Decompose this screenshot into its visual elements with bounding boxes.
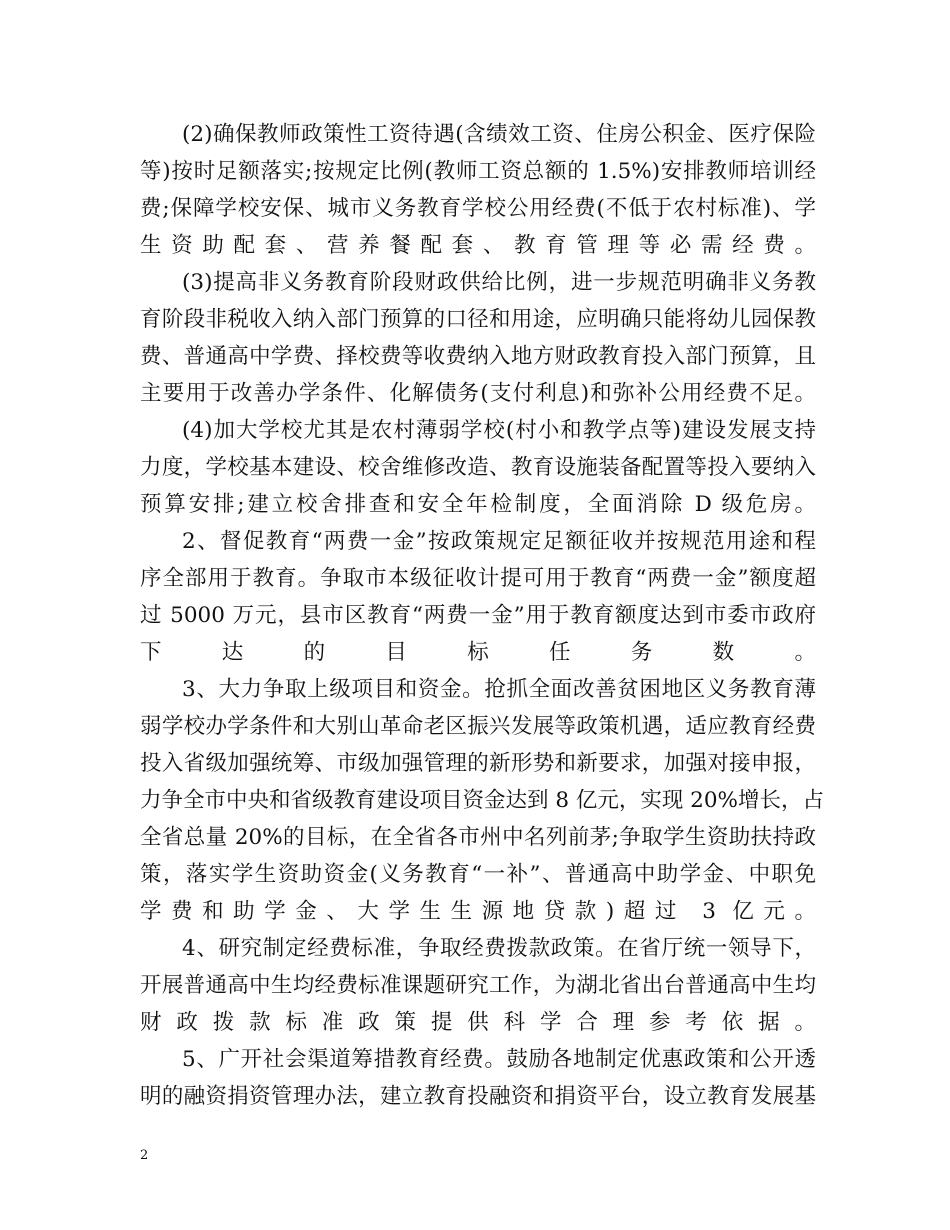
text-line: 生资助配套、营养餐配套、教育管理等必需经费。	[140, 233, 816, 258]
text-line: 预算安排;建立校舍排查和安全年检制度，全面消除 D 级危房。	[140, 492, 816, 517]
paragraph-section-4	[140, 930, 816, 1041]
text-line: 序全部用于教育。争取市本级征收计提可用于教育“两费一金”额度超	[140, 566, 816, 591]
text-line: 过 5000 万元，县市区教育“两费一金”用于教育额度达到市委市政府	[140, 603, 816, 628]
text-line: 投入省级加强统筹、市级加强管理的新形势和新要求，加强对接申报，	[140, 751, 816, 776]
document-body	[140, 116, 824, 1115]
text-line: 2、督促教育“两费一金”按政策规定足额征收并按规范用途和程	[182, 529, 816, 554]
text-line: 费、普通高中学费、择校费等收费纳入地方财政教育投入部门预算，且	[140, 344, 816, 369]
text-line: 开展普通高中生均经费标准课题研究工作，为湖北省出台普通高中生均	[140, 973, 816, 998]
text-line: 下达的目标任务数。	[140, 640, 816, 665]
text-line: (2)确保教师政策性工资待遇(含绩效工资、住房公积金、医疗保险	[182, 122, 816, 147]
text-line: 主要用于改善办学条件、化解债务(支付利息)和弥补公用经费不足。	[140, 381, 816, 406]
paragraph-item-4	[140, 412, 816, 523]
text-line: 费;保障学校安保、城市义务教育学校公用经费(不低于农村标准)、学	[140, 196, 816, 221]
text-line: 力争全市中央和省级教育建设项目资金达到 8 亿元，实现 20%增长，占	[140, 788, 824, 813]
text-line: 财政拨款标准政策提供科学合理参考依据。	[140, 1010, 816, 1035]
text-line: 策，落实学生资助资金(义务教育“一补”、普通高中助学金、中职免	[140, 862, 816, 887]
text-line: (3)提高非义务教育阶段财政供给比例，进一步规范明确非义务教	[182, 270, 816, 295]
text-line: 全省总量 20%的目标，在全省各市州中名列前茅;争取学生资助扶持政	[140, 825, 816, 850]
paragraph-item-3	[140, 264, 816, 412]
page-number: 2	[140, 1148, 149, 1163]
paragraph-section-5	[140, 1041, 816, 1115]
text-line: 5、广开社会渠道筹措教育经费。鼓励各地制定优惠政策和公开透	[182, 1047, 816, 1072]
paragraph-item-2	[140, 116, 816, 264]
text-line: 弱学校办学条件和大别山革命老区振兴发展等政策机遇，适应教育经费	[140, 714, 816, 739]
text-line: 4、研究制定经费标准，争取经费拨款政策。在省厅统一领导下，	[182, 936, 816, 961]
text-line: 等)按时足额落实;按规定比例(教师工资总额的 1.5%)安排教师培训经	[140, 159, 816, 184]
text-line: 学费和助学金、大学生生源地贷款)超过 3 亿元。	[140, 899, 816, 924]
paragraph-section-2	[140, 523, 816, 671]
text-line: 力度，学校基本建设、校舍维修改造、教育设施装备配置等投入要纳入	[140, 455, 816, 480]
text-line: 育阶段非税收入纳入部门预算的口径和用途，应明确只能将幼儿园保教	[140, 307, 816, 332]
text-line: 明的融资捐资管理办法，建立教育投融资和捐资平台，设立教育发展基	[140, 1084, 816, 1109]
paragraph-section-3	[140, 671, 824, 930]
text-line: 3、大力争取上级项目和资金。抢抓全面改善贫困地区义务教育薄	[182, 677, 816, 702]
text-line: (4)加大学校尤其是农村薄弱学校(村小和教学点等)建设发展支持	[182, 418, 816, 443]
